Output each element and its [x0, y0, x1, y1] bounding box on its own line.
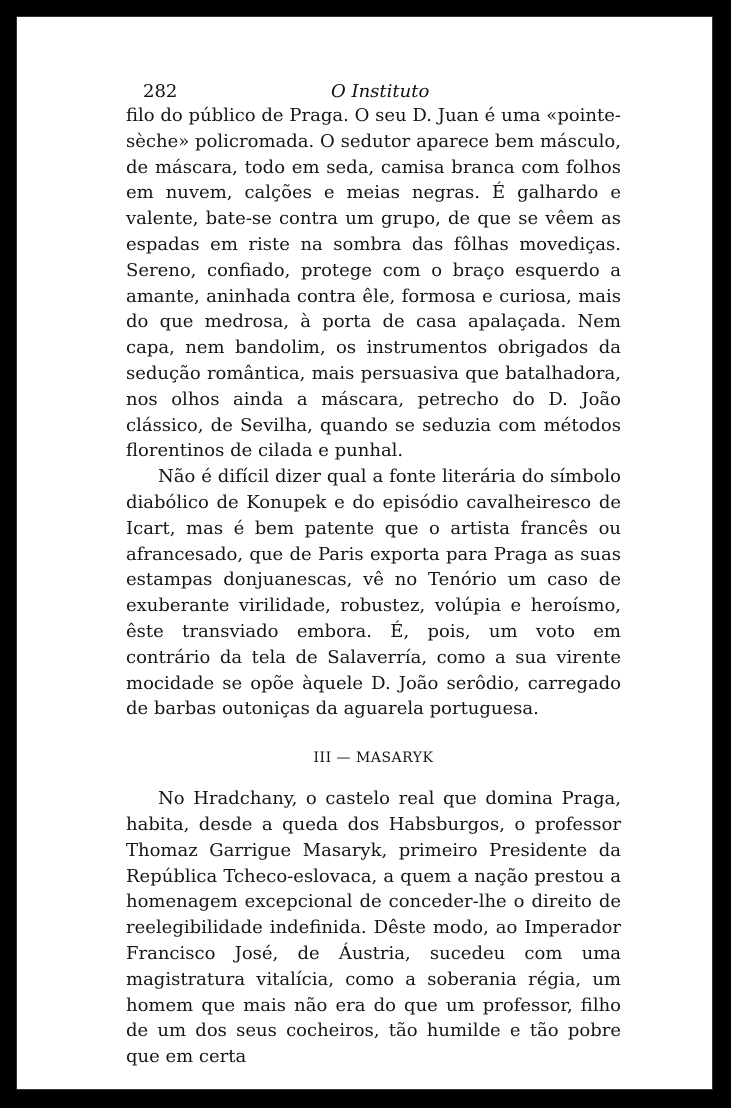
running-title: O Instituto [331, 81, 430, 102]
paragraph-1: filo do público de Praga. O seu D. Juan é uma «pointe-sèche» policromada. O sedutor aparece bem másculo, de máscara, todo em seda, camisa branca com folhos em nuvem, calções e meias negras. É galhardo e valente, bate-se contra um grupo, de que se vêem as espadas em riste na sombra das fôlhas movediças. Sereno, confiado, protege com o braço esquerdo a amante, aninhada contra êle, formosa e curiosa, mais do que medrosa, à porta de casa apalaçada. Nem capa, nem bandolim, os instrumentos obrigados da sedução romântica, mais persuasiva que batalhadora, nos olhos ainda a máscara, petrecho do D. João clássico, de Sevilha, quando se seduzia com métodos florentinos de cilada e punhal. [126, 105, 621, 462]
body-text [126, 103, 621, 1070]
page-number: 282 [143, 81, 178, 102]
paragraph-3: No Hradchany, o castelo real que domina Praga, habita, desde a queda dos Habsburgos, o professor Thomaz Garrigue Masaryk, primeiro Presidente da República Tcheco-eslovaca, a quem a nação prestou a homenagem excepcional de conceder-lhe o direito de reelegibilidade indefinida. Dêste modo, ao Imperador Francisco José, de Áustria, sucedeu com uma magistratura vitalícia, como a soberania régia, um homem que mais não era do que um professor, filho de um dos seus cocheiros, tão humilde e tão pobre que em certa [126, 788, 621, 1068]
section-heading: III — MASARYK [313, 750, 434, 767]
paragraph-2: Não é difícil dizer qual a fonte literária do símbolo diabólico de Konupek e do episódio cavalheiresco de Icart, mas é bem patente que o artista francês ou afrancesado, que de Paris exporta para Praga as suas estampas donjuanescas, vê no Tenório um caso de exuberante virilidade, robustez, volúpia e heroísmo, êste transviado embora. É, pois, um voto em contrário da tela de Salaverría, como a sua virente mocidade se opõe àquele D. João serôdio, carregado de barbas outoniças da aguarela portuguesa. [126, 466, 621, 720]
